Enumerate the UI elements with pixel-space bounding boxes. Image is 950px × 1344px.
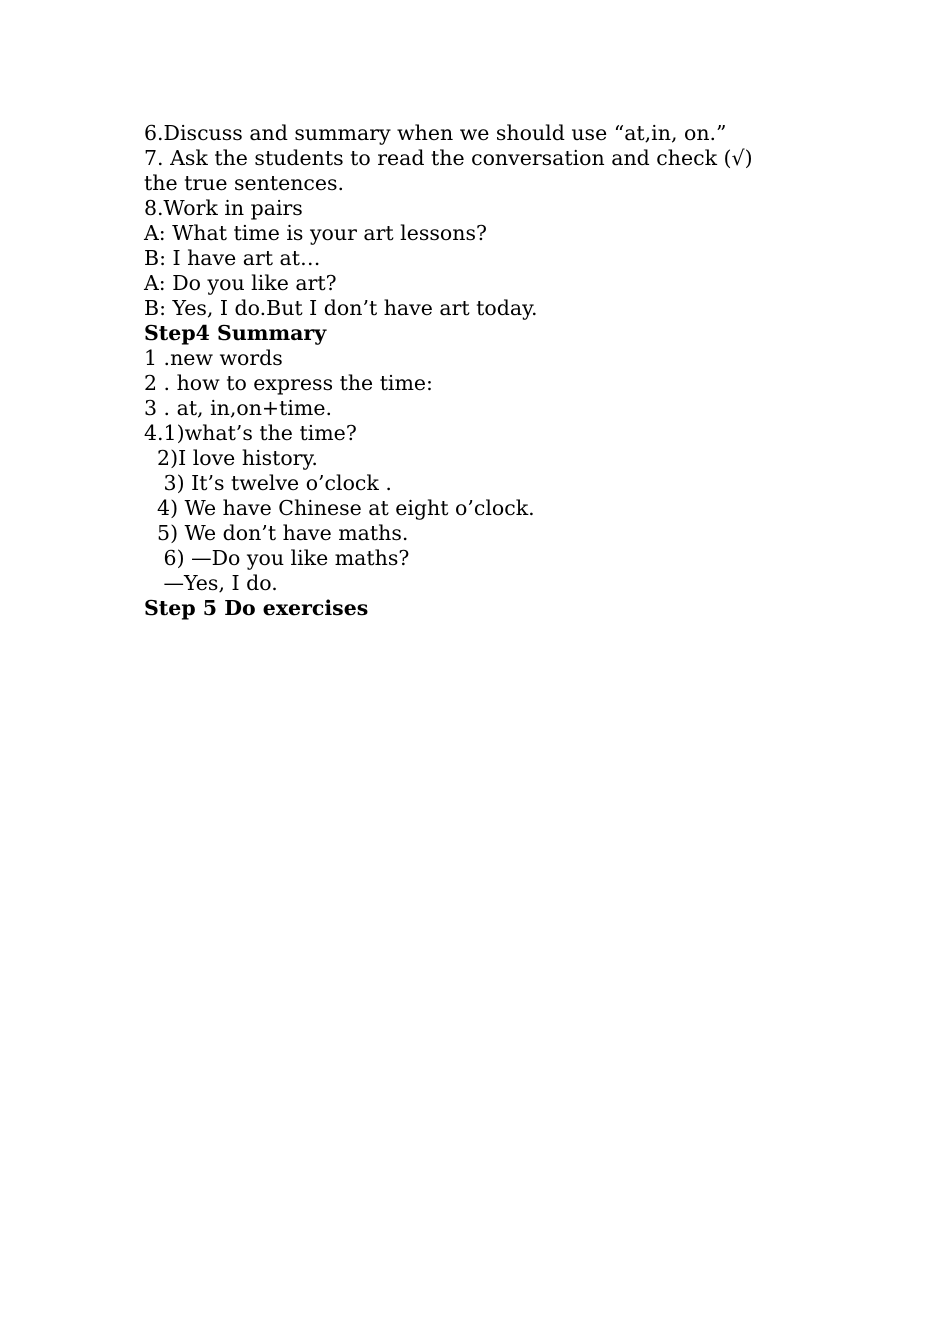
dialogue-line-b2: B: Yes, I do.But I don’t have art today. [144, 296, 538, 320]
text-line-ask-students: 7. Ask the students to read the conversation and check (√) [144, 146, 753, 170]
summary-item-1: 1 .new words [144, 346, 283, 370]
dialogue-line-a1: A: What time is your art lessons? [144, 221, 487, 245]
section-heading-step5: Step 5 Do exercises [144, 596, 369, 620]
document-body [144, 121, 804, 621]
summary-item-3: 3 . at, in,on+time. [144, 396, 332, 420]
summary-item-4-2: 2)I love history. [144, 446, 318, 470]
summary-item-4-5: 5) We don’t have maths. [144, 521, 409, 545]
summary-item-4-4: 4) We have Chinese at eight o’clock. [144, 496, 535, 520]
dialogue-line-a2: A: Do you like art? [144, 271, 337, 295]
text-line-work-in-pairs: 8.Work in pairs [144, 196, 303, 220]
text-line-discuss: 6.Discuss and summary when we should use “at,in, on.” [144, 121, 727, 145]
dialogue-line-b1: B: I have art at… [144, 246, 321, 270]
text-line-true-sentences: the true sentences. [144, 171, 345, 195]
summary-item-4-3: 3) It’s twelve o’clock . [144, 471, 392, 495]
summary-item-2: 2 . how to express the time: [144, 371, 433, 395]
summary-item-4-1: 4.1)what’s the time? [144, 421, 357, 445]
summary-item-4-6-question: 6) —Do you like maths? [144, 546, 410, 570]
summary-item-4-6-answer: —Yes, I do. [144, 571, 278, 595]
section-heading-step4: Step4 Summary [144, 321, 327, 345]
